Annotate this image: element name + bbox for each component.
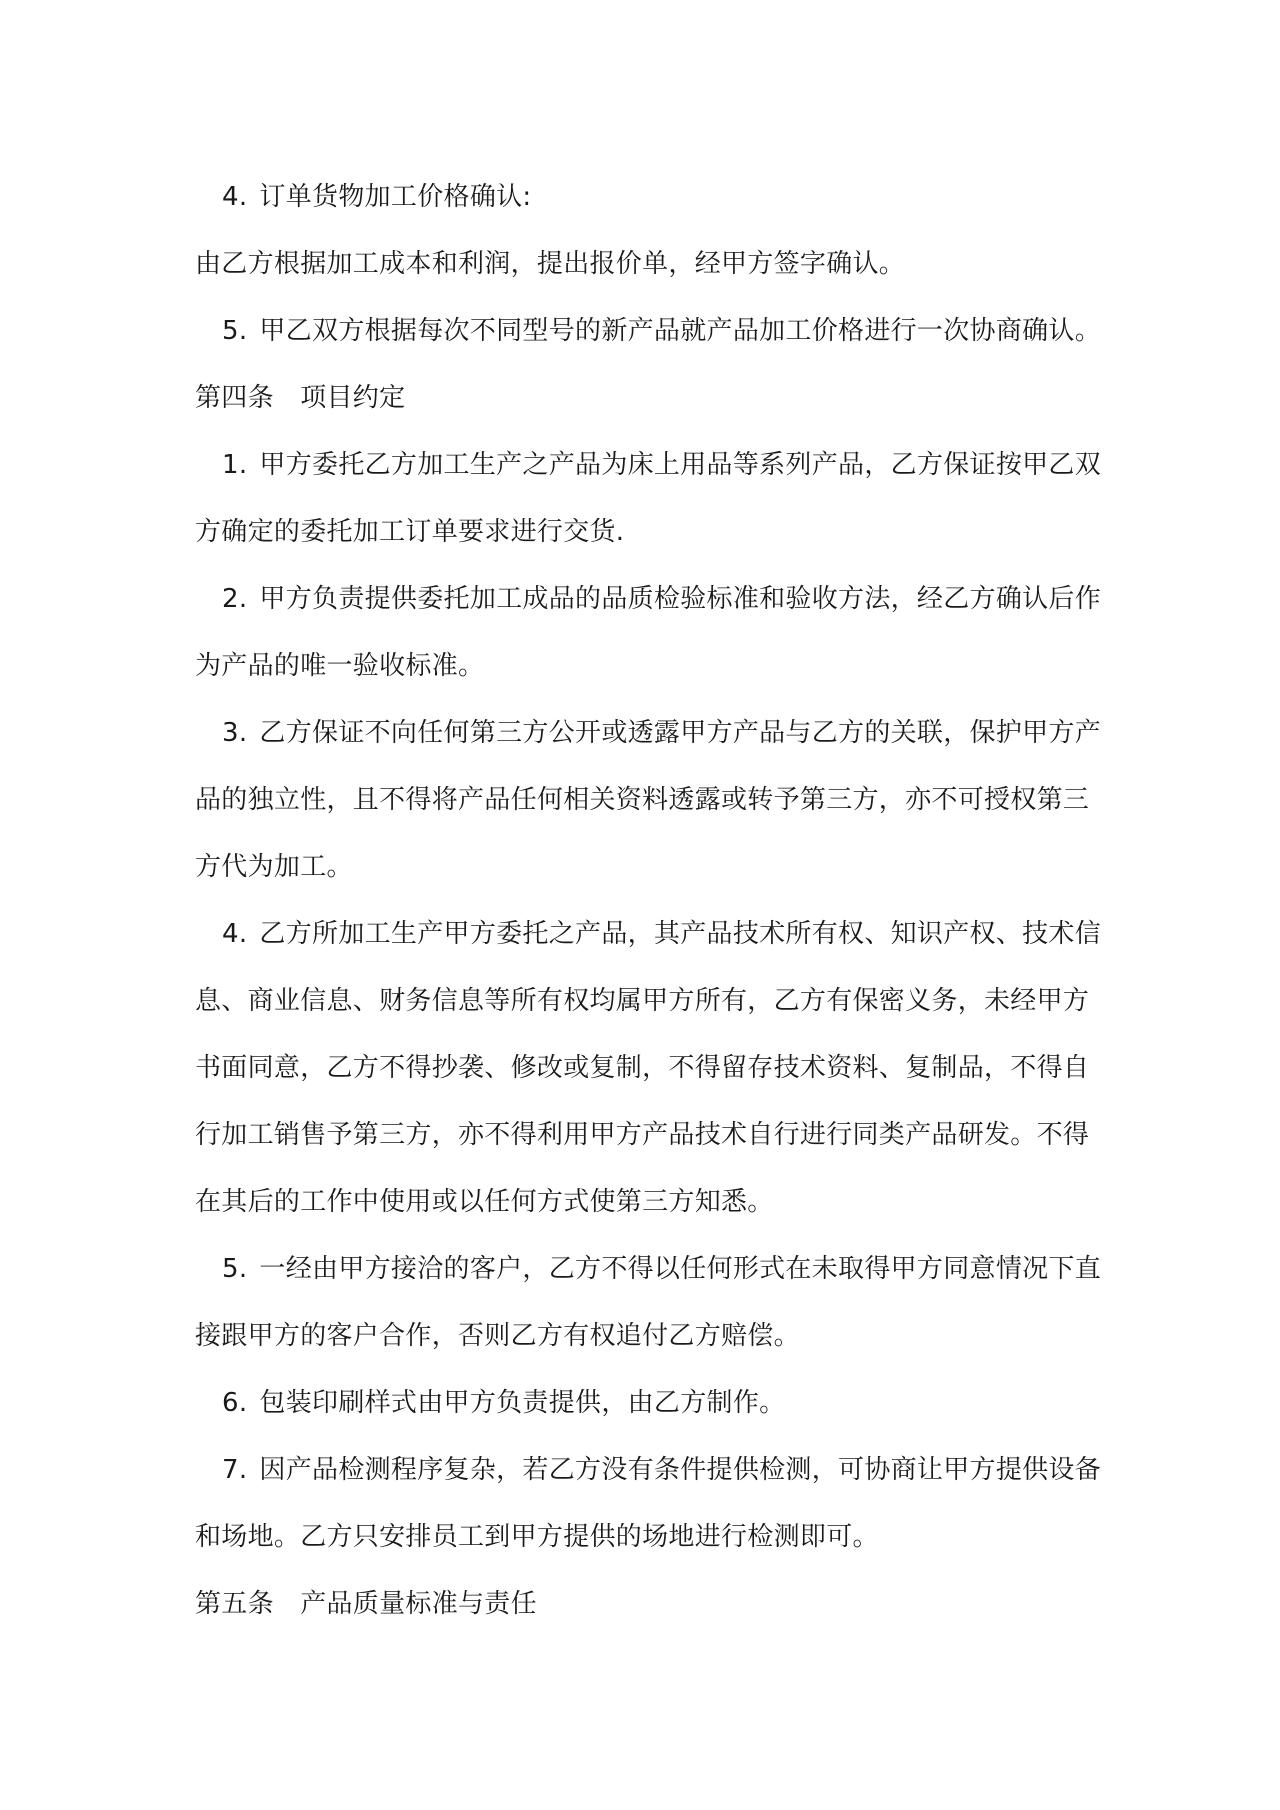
item-text: 包装印刷样式由甲方负责提供，由乙方制作。 — [259, 1388, 786, 1418]
clause-4-item-5 — [195, 1236, 1102, 1303]
paragraph-line: 在其后的工作中使用或以任何方式使第三方知悉。 — [195, 1187, 774, 1217]
item-number: 1. — [222, 450, 248, 480]
paragraph-line: 方代为加工。 — [195, 852, 353, 882]
clause-4-item-2 — [195, 566, 1102, 633]
item-number: 2. — [222, 584, 248, 614]
item-text: 订单货物加工价格确认: — [259, 182, 532, 212]
item-number: 4. — [222, 182, 248, 212]
section-heading-4: 第四条 项目约定 — [195, 383, 406, 413]
item-text: 乙方保证不向任何第三方公开或透露甲方产品与乙方的关联，保护甲方产 — [259, 718, 1102, 748]
paragraph-line: 为产品的唯一验收标准。 — [195, 651, 485, 681]
item-number: 5. — [222, 1254, 248, 1284]
clause-4-item-6 — [195, 1370, 1095, 1437]
clause-4-item-1 — [195, 432, 1102, 499]
paragraph-line: 行加工销售予第三方，亦不得利用甲方产品技术自行进行同类产品研发。不得 — [195, 1120, 1090, 1150]
item-text: 乙方所加工生产甲方委托之产品，其产品技术所有权、知识产权、技术信 — [259, 919, 1102, 949]
paragraph-line: 方确定的委托加工订单要求进行交货. — [195, 517, 625, 547]
item-text: 一经由甲方接洽的客户，乙方不得以任何形式在未取得甲方同意情况下直 — [259, 1254, 1102, 1284]
item-text: 甲方负责提供委托加工成品的品质检验标准和验收方法，经乙方确认后作 — [259, 584, 1102, 614]
paragraph-line: 和场地。乙方只安排员工到甲方提供的场地进行检测即可。 — [195, 1522, 879, 1552]
item-number: 7. — [222, 1455, 248, 1485]
document-page — [195, 164, 1102, 1638]
item-text: 甲乙双方根据每次不同型号的新产品就产品加工价格进行一次协商确认。 — [259, 316, 1102, 346]
clause-4-item-3 — [195, 700, 1102, 767]
paragraph-line: 品的独立性，且不得将产品任何相关资料透露或转予第三方，亦不可授权第三 — [195, 785, 1090, 815]
clause-4-item-4 — [195, 901, 1102, 968]
paragraph-line: 接跟甲方的客户合作，否则乙方有权追付乙方赔偿。 — [195, 1321, 800, 1351]
item-number: 3. — [222, 718, 248, 748]
paragraph-line: 书面同意，乙方不得抄袭、修改或复制，不得留存技术资料、复制品，不得自 — [195, 1053, 1090, 1083]
item-text: 因产品检测程序复杂，若乙方没有条件提供检测，可协商让甲方提供设备 — [259, 1455, 1102, 1485]
item-number: 6. — [222, 1388, 248, 1418]
item-number: 5. — [222, 316, 248, 346]
paragraph-line: 由乙方根据加工成本和利润，提出报价单，经甲方签字确认。 — [195, 249, 906, 279]
item-text: 甲方委托乙方加工生产之产品为床上用品等系列产品，乙方保证按甲乙双 — [259, 450, 1102, 480]
paragraph-line: 息、商业信息、财务信息等所有权均属甲方所有，乙方有保密义务，未经甲方 — [195, 986, 1090, 1016]
clause-3-item-5 — [195, 298, 1102, 365]
clause-3-item-4 — [195, 164, 1095, 231]
item-number: 4. — [222, 919, 248, 949]
clause-4-item-7 — [195, 1437, 1102, 1504]
section-heading-5: 第五条 产品质量标准与责任 — [195, 1589, 537, 1619]
